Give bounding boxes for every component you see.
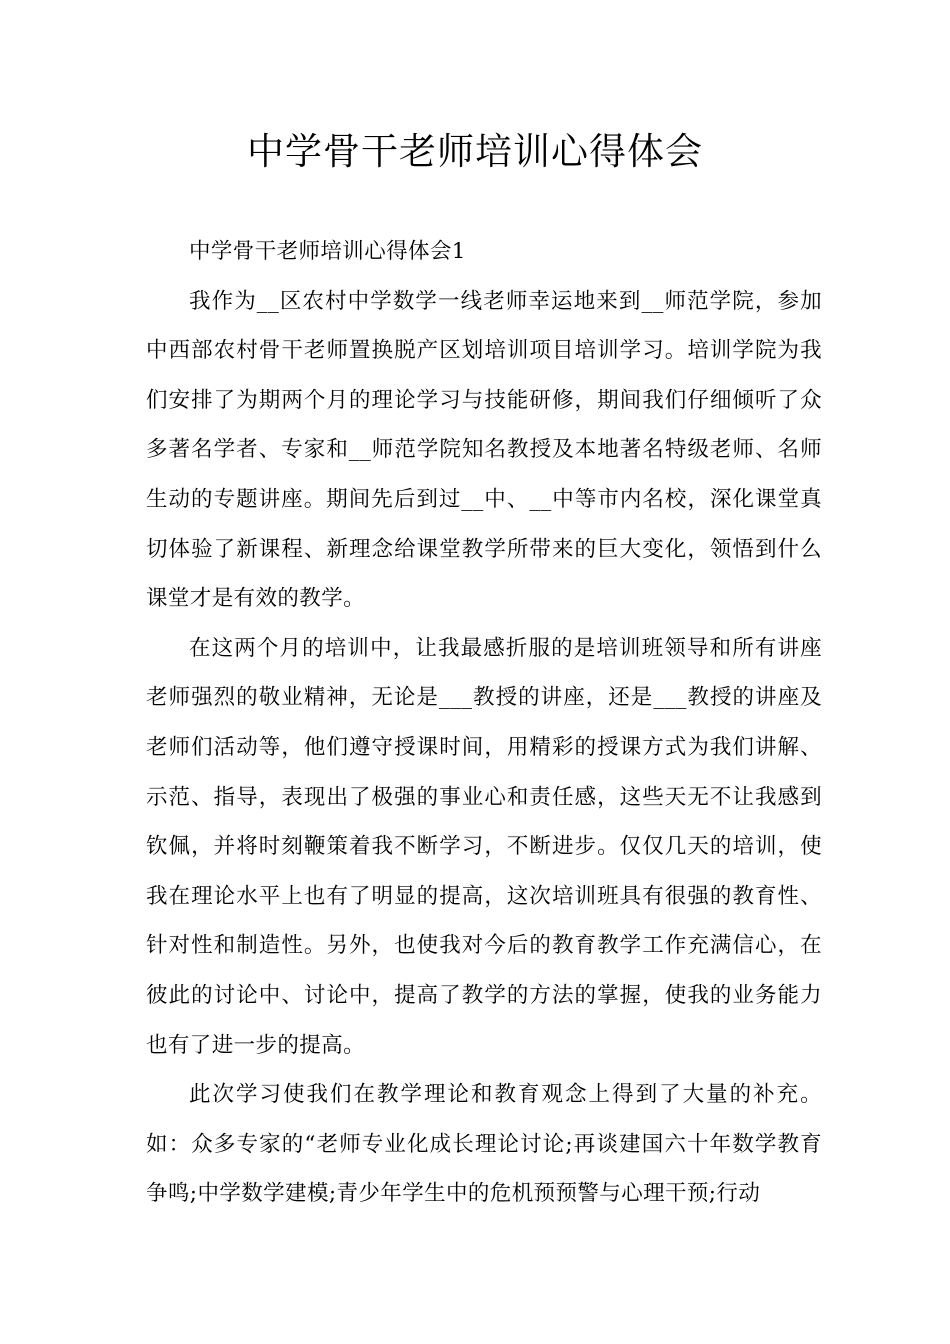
paragraph: 此次学习使我们在教学理论和教育观念上得到了大量的补充。如：众多专家的“老师专业化成长理论讨论;再谈建国六十年数学教育争鸣;中学数学建模;青少年学生中的危机预预警与心理干预;行动 — [146, 1082, 822, 1207]
paragraph: 我作为__区农村中学数学一线老师幸运地来到__师范学院，参加中西部农村骨干老师置换脱产区划培训项目培训学习。培训学院为我们安排了为期两个月的理论学习与技能研修，期间我们仔细倾听了众多著名学者、专家和__师范学院知名教授及本地著名特级老师、名师生动的专题讲座。期间先后到过__中、__中等市内名校，深化课堂真切体验了新课程、新理念给课堂教学所带来的巨大变化，领悟到什么课堂才是有效的教学。 — [146, 288, 822, 612]
document-title: 中学骨干老师培训心得体会 — [247, 130, 703, 173]
paragraph: 在这两个月的培训中，让我最感折服的是培训班领导和所有讲座老师强烈的敬业精神，无论是___教授的讲座，还是___教授的讲座及老师们活动等，他们遵守授课时间，用精彩的授课方式为我们讲解、示范、指导，表现出了极强的事业心和责任感，这些天无不让我感到钦佩，并将时刻鞭策着我不断学习，不断进步。仅仅几天的培训，使我在理论水平上也有了明显的提高，这次培训班具有很强的教育性、针对性和制造性。另外，也使我对今后的教育教学工作充满信心，在彼此的讨论中、讨论中，提高了教学的方法的掌握，使我的业务能力也有了进一步的提高。 — [146, 635, 822, 1058]
paragraph-subtitle: 中学骨干老师培训心得体会1 — [189, 239, 466, 264]
document-body — [146, 227, 822, 1219]
